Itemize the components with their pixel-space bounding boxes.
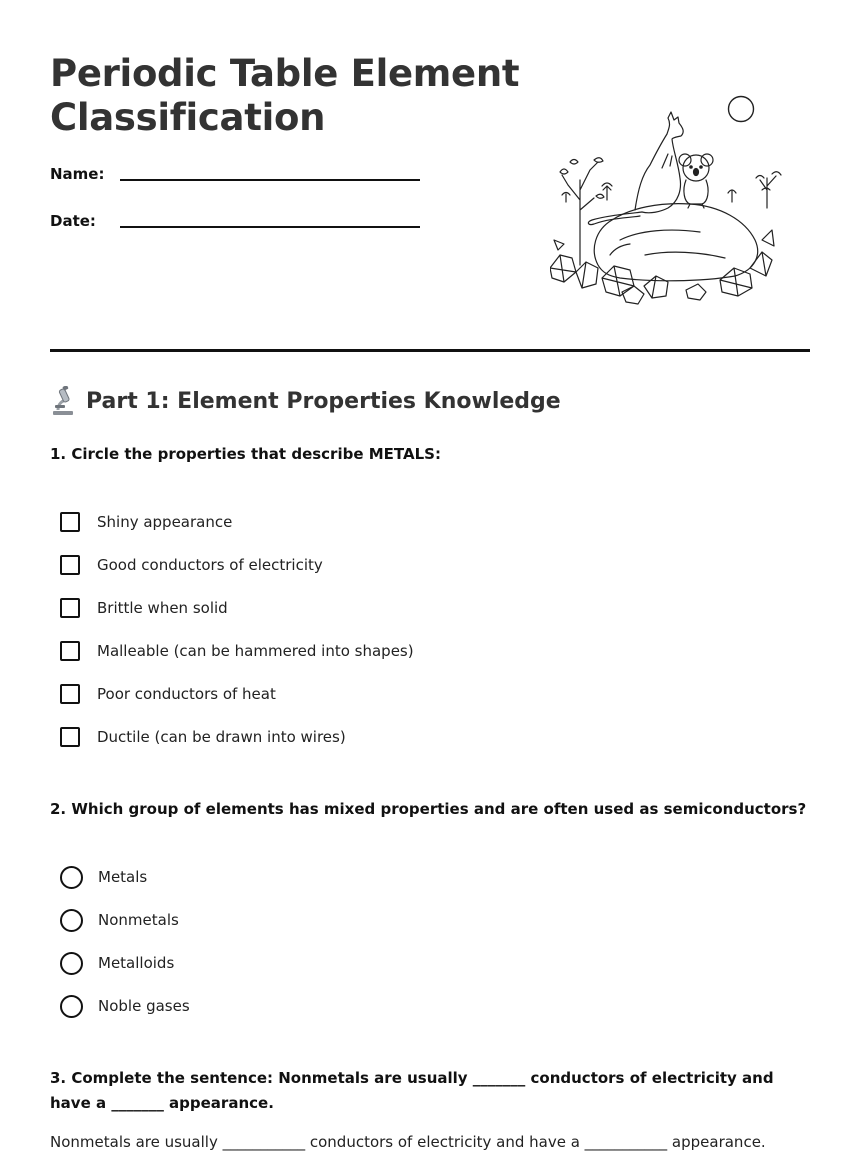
checkbox[interactable] <box>60 727 80 747</box>
section-divider <box>50 349 810 352</box>
worksheet-page <box>50 0 810 1161</box>
checkbox[interactable] <box>60 641 80 661</box>
q2-option-1[interactable] <box>60 865 147 889</box>
radio-button[interactable] <box>60 995 83 1018</box>
q2-option-3[interactable] <box>60 951 174 975</box>
checkbox[interactable] <box>60 598 80 618</box>
checkbox[interactable] <box>60 512 80 532</box>
option-label: Metalloids <box>98 954 175 972</box>
option-label: Nonmetals <box>98 911 179 929</box>
option-label: Good conductors of electricity <box>97 556 323 574</box>
checkbox[interactable] <box>60 684 80 704</box>
kangaroo-koala-illustration <box>550 90 790 310</box>
option-label: Metals <box>98 868 148 886</box>
q1-option-4[interactable] <box>60 639 414 663</box>
part1-heading <box>50 386 561 416</box>
microscope-icon <box>50 386 76 416</box>
checkbox[interactable] <box>60 555 80 575</box>
fill-in-answer[interactable]: Nonmetals are usually ___________ conductors of electricity and have a ___________ appearance. <box>50 1133 766 1151</box>
option-label: Poor conductors of heat <box>97 685 276 703</box>
name-label: Name: <box>50 165 105 183</box>
radio-button[interactable] <box>60 952 83 975</box>
part1-heading-text: Part 1: Element Properties Knowledge <box>86 388 561 414</box>
name-field[interactable] <box>120 179 420 181</box>
option-label: Shiny appearance <box>97 513 233 531</box>
question-2: 2. Which group of elements has mixed properties and are often used as semiconductors? <box>50 800 807 818</box>
question-3: 3. Complete the sentence: Nonmetals are usually _______ conductors of electricity and have a _______ appearance. <box>50 1069 774 1112</box>
option-label: Noble gases <box>98 997 190 1015</box>
date-field[interactable] <box>120 226 420 228</box>
q1-option-1[interactable] <box>60 510 232 534</box>
page-title: Periodic Table Element Classification <box>50 52 520 139</box>
option-label: Malleable (can be hammered into shapes) <box>97 642 414 660</box>
option-label: Brittle when solid <box>97 599 228 617</box>
radio-button[interactable] <box>60 866 83 889</box>
option-label: Ductile (can be drawn into wires) <box>97 728 346 746</box>
question-1: 1. Circle the properties that describe METALS: <box>50 445 441 463</box>
q2-option-2[interactable] <box>60 908 179 932</box>
date-label: Date: <box>50 212 96 230</box>
q1-option-3[interactable] <box>60 596 228 620</box>
radio-button[interactable] <box>60 909 83 932</box>
q1-option-6[interactable] <box>60 725 346 749</box>
q2-option-4[interactable] <box>60 994 190 1018</box>
q1-option-2[interactable] <box>60 553 323 577</box>
q1-option-5[interactable] <box>60 682 276 706</box>
